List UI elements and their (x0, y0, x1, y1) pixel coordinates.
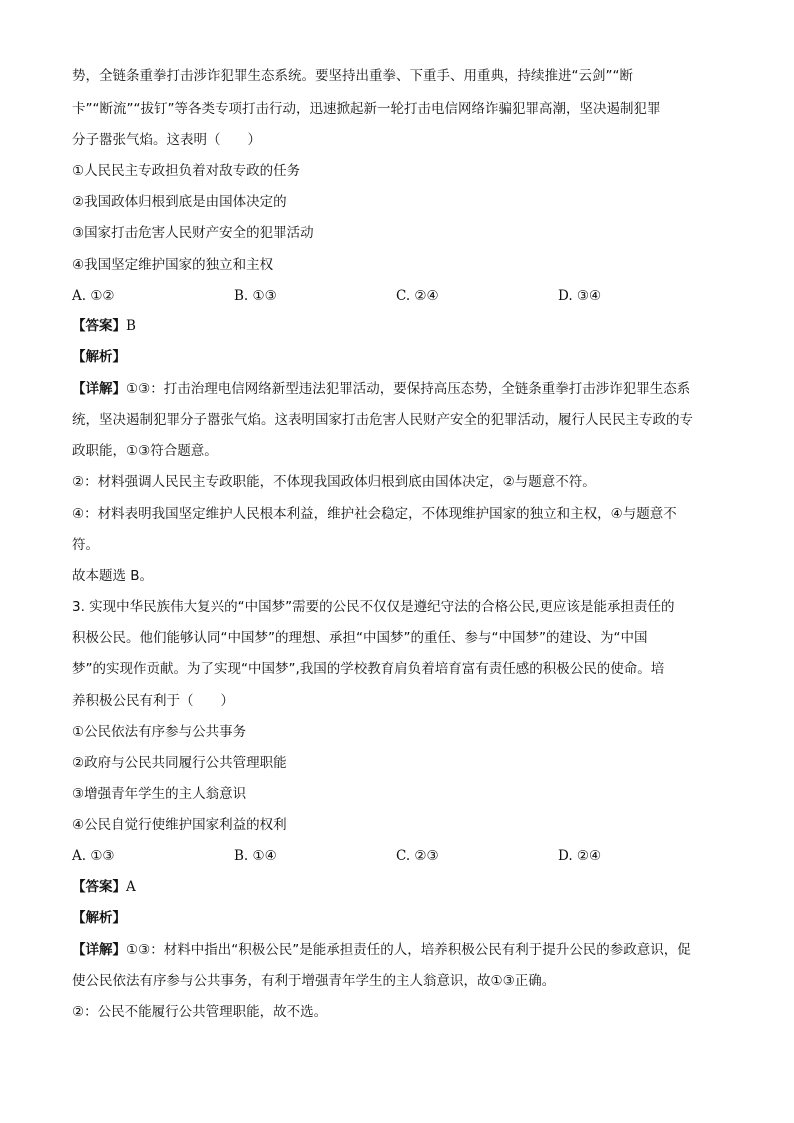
q3-analysis-tag: 【解析】 (72, 910, 126, 926)
detail-text: ①③：材料中指出“积极公民”是能承担责任的人，培养积极公民有利于提升公民的参政意识，促 (126, 942, 691, 958)
q2-option-d: D. ③④ (558, 288, 602, 304)
answer-value: B (126, 318, 136, 334)
q3-option-d: D. ②④ (558, 848, 602, 864)
q3-statement-2: ②政府与公民共同履行公共管理职能 (72, 755, 287, 771)
q3-statement-3: ③增强青年学生的主人翁意识 (72, 786, 247, 802)
detail-tag: 【详解】 (72, 381, 126, 397)
q3-stem-line-1: 3. 实现中华民族伟大复兴的“中国梦”需要的公民不仅仅是遵纪守法的合格公民,更应该是能承担责任的 (72, 599, 675, 615)
q3-detail-line-1 (72, 940, 722, 960)
q3-statement-1: ①公民依法有序参与公共事务 (72, 724, 247, 740)
q2-option-c: C. ②④ (396, 288, 439, 304)
q2-statement-4: ④我国坚定维护国家的独立和主权 (72, 257, 274, 273)
q2-statement-2: ②我国政体归根到底是由国体决定的 (72, 194, 287, 210)
q3-option-a: A. ①③ (72, 848, 115, 864)
answer-value: A (126, 879, 136, 895)
q3-option-c: C. ②③ (396, 848, 439, 864)
q2-detail-line-4: ②：材料强调人民民主专政职能，不体现我国政体归根到底由国体决定，②与题意不符。 (72, 474, 596, 490)
q2-detail-line-2: 统，坚决遏制犯罪分子嚣张气焰。这表明国家打击危害人民财产安全的犯罪活动，履行人民民主专政的专 (72, 412, 693, 428)
q3-stem-line-3: 梦”的实现作贡献。为了实现“中国梦”,我国的学校教育肩负着培育富有责任感的积极公民的使命。培 (72, 661, 665, 677)
q3-statement-4: ④公民自觉行使维护国家利益的权利 (72, 817, 287, 833)
q2-statement-1: ①人民民主专政担负着对敌专政的任务 (72, 163, 301, 179)
q3-answer (72, 877, 722, 897)
answer-tag: 【答案】 (72, 879, 126, 895)
q2-stem-line-1: 势，全链条重拳打击涉诈犯罪生态系统。要坚持出重拳、下重手、用重典，持续推进“云剑”“断 (72, 68, 633, 84)
q2-stem-line-2: 卡”“断流”“拔钉”等各类专项打击行动，迅速掀起新一轮打击电信网络诈骗犯罪高潮，坚决遏制犯罪 (72, 101, 661, 117)
q3-stem-line-4: 养积极公民有利于（ ） (72, 693, 234, 709)
q2-option-a: A. ①② (72, 288, 115, 304)
q2-detail-line-5: ④：材料表明我国坚定维护人民根本利益，维护社会稳定，不体现维护国家的独立和主权，④与题意不 (72, 506, 677, 522)
q2-answer (72, 316, 722, 336)
q3-detail-line-3: ②：公民不能履行公共管理职能，故不选。 (72, 1004, 328, 1020)
q2-stem-line-3: 分子嚣张气焰。这表明（ ） (72, 132, 261, 148)
q2-statement-3: ③国家打击危害人民财产安全的犯罪活动 (72, 225, 314, 241)
detail-text: ①③：打击治理电信网络新型违法犯罪活动，要保持高压态势，全链条重拳打击涉诈犯罪生态系 (126, 381, 691, 397)
q3-detail-line-2: 使公民依法有序参与公共事务，有利于增强青年学生的主人翁意识，故①③正确。 (72, 973, 556, 989)
q2-option-b: B. ①③ (234, 288, 277, 304)
q3-option-b: B. ①④ (234, 848, 277, 864)
q3-stem-line-2: 积极公民。他们能够认同“中国梦”的理想、承担“中国梦”的重任、参与“中国梦”的建设、为“中国 (72, 630, 648, 646)
q2-detail-line-6: 符。 (72, 537, 99, 553)
q2-analysis-tag: 【解析】 (72, 349, 126, 365)
q2-detail-line-3: 政职能，①③符合题意。 (72, 443, 218, 459)
q2-conclusion: 故本题选 B。 (72, 568, 154, 584)
detail-tag: 【详解】 (72, 942, 126, 958)
answer-tag: 【答案】 (72, 318, 126, 334)
q2-detail-line-1 (72, 379, 722, 399)
